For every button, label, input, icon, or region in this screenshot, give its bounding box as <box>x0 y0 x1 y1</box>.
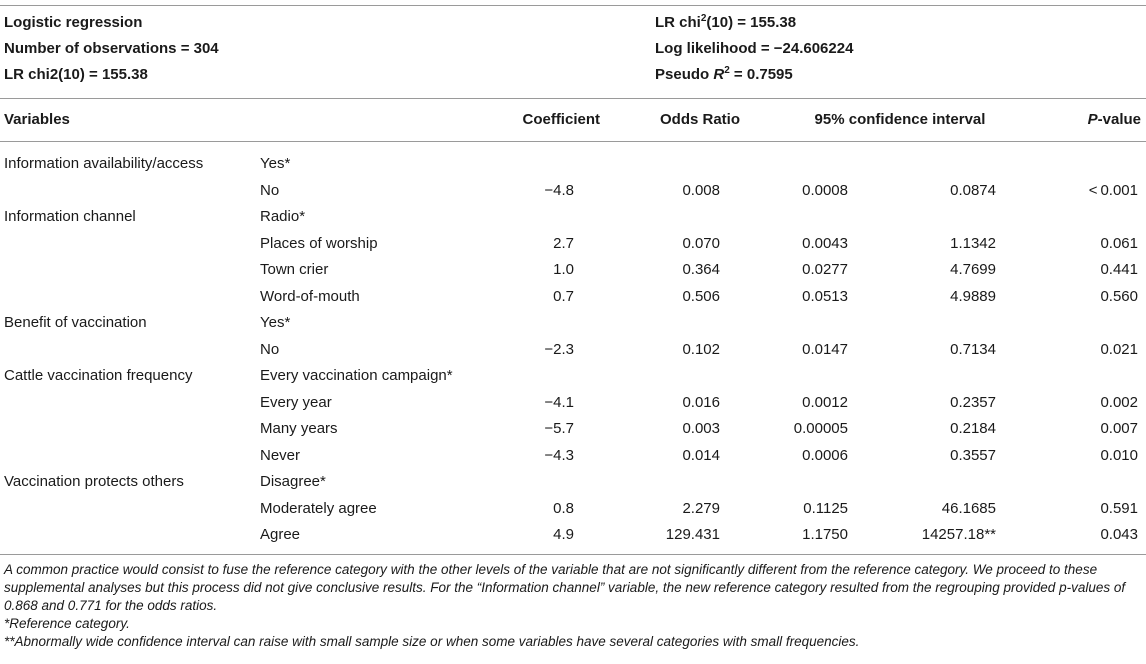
cell-coefficient: 0.8 <box>553 499 574 517</box>
bottom-rule <box>0 554 1146 555</box>
footnote-wide-ci: **Abnormally wide confidence interval can raise with small sample size or when some variables have several categories with small frequencies. <box>4 634 860 649</box>
cell-variable: Vaccination protects others <box>4 473 184 490</box>
cell-coefficient: −4.3 <box>544 446 574 464</box>
cell-ci-lower: 0.0006 <box>802 446 848 464</box>
cell-ci-lower: 0.0513 <box>802 287 848 305</box>
col-header-p-value: P-value <box>1087 111 1141 128</box>
cell-ci-upper: 0.7134 <box>950 340 996 358</box>
cell-ci-upper: 14257.18** <box>921 526 996 543</box>
cell-level: Every year <box>260 393 332 411</box>
cell-level: Every vaccination campaign* <box>260 367 453 384</box>
cell-level: Disagree* <box>260 473 326 490</box>
top-rule <box>0 5 1146 6</box>
col-header-coefficient: Coefficient <box>522 111 600 128</box>
cell-coefficient: −5.7 <box>544 420 574 437</box>
cell-odds-ratio: 129.431 <box>665 526 720 543</box>
column-header-rule <box>0 141 1146 142</box>
cell-ci-lower: 0.0043 <box>802 234 848 252</box>
cell-variable: Information availability/access <box>4 155 204 172</box>
table-footnotes <box>4 561 1142 651</box>
cell-odds-ratio: 0.016 <box>682 393 720 411</box>
cell-odds-ratio: 2.279 <box>682 499 720 517</box>
col-header-odds-ratio: Odds Ratio <box>659 111 740 128</box>
cell-p-value: 0.061 <box>1100 234 1138 252</box>
cell-odds-ratio: 0.070 <box>682 234 720 252</box>
cell-ci-upper: 0.3557 <box>950 446 996 464</box>
footnote-main: A common practice would consist to fuse the reference category with the other levels of the variable that are not significantly different from the reference category. We proceed to these supplemental analyses but this process did not give conclusive results. For the “Information channel” variable, the new reference category resulted from the regrouping provided p-values of 0.868 and 0.771 for the odds ratios. <box>4 562 1126 613</box>
cell-p-value: 0.560 <box>1100 287 1138 305</box>
cell-level: Yes* <box>260 155 291 172</box>
cell-ci-upper: 0.0874 <box>950 181 996 199</box>
cell-coefficient: −4.1 <box>544 393 574 411</box>
cell-coefficient: 4.9 <box>553 526 574 543</box>
cell-level: Many years <box>260 420 338 437</box>
cell-coefficient: 0.7 <box>553 287 574 305</box>
cell-level: Never <box>260 446 301 464</box>
col-header-confidence-interval: 95% confidence interval <box>814 111 986 128</box>
header-lr-chi2-left: LR chi2(10) = 155.38 <box>4 66 148 83</box>
cell-ci-upper: 0.2357 <box>950 393 996 411</box>
cell-variable: Cattle vaccination frequency <box>4 367 193 384</box>
cell-level: Yes* <box>260 314 291 331</box>
cell-ci-lower: 1.1750 <box>802 526 848 543</box>
cell-p-value: 0.007 <box>1100 420 1138 437</box>
header-pseudo-r2: Pseudo $R^2 = 0.7595$ <box>655 65 793 83</box>
cell-p-value: < 0.001 <box>1088 181 1138 199</box>
cell-level: Places of worship <box>260 234 378 252</box>
cell-level: No <box>260 340 280 358</box>
cell-p-value: 0.043 <box>1100 526 1138 543</box>
cell-level: Town crier <box>260 261 329 278</box>
cell-ci-upper: 4.9889 <box>950 287 996 305</box>
cell-odds-ratio: 0.102 <box>682 340 720 358</box>
cell-ci-upper: 0.2184 <box>950 420 996 437</box>
cell-level: No <box>260 181 280 199</box>
header-rule <box>0 98 1146 99</box>
cell-ci-upper: 4.7699 <box>950 261 996 278</box>
cell-level: Word-of-mouth <box>260 287 360 305</box>
cell-coefficient: −4.8 <box>544 181 574 199</box>
cell-p-value: 0.441 <box>1100 261 1138 278</box>
footnote-reference: *Reference category. <box>4 616 130 631</box>
header-log-likelihood: Log likelihood = −24.606224 <box>655 40 854 57</box>
header-lr-chi2-right: LR chi$^2$(10) = 155.38 <box>655 13 797 31</box>
cell-p-value: 0.591 <box>1100 499 1138 517</box>
cell-coefficient: −2.3 <box>544 340 574 358</box>
cell-p-value: 0.002 <box>1100 393 1138 411</box>
cell-odds-ratio: 0.364 <box>682 261 720 278</box>
cell-ci-lower: 0.0277 <box>802 261 848 278</box>
header-observations: Number of observations = 304 <box>4 40 219 57</box>
cell-p-value: 0.021 <box>1100 340 1138 358</box>
cell-coefficient: 1.0 <box>553 261 574 278</box>
cell-ci-upper: 1.1342 <box>950 234 996 252</box>
cell-odds-ratio: 0.003 <box>682 420 720 437</box>
cell-odds-ratio: 0.008 <box>682 181 720 199</box>
cell-ci-lower: 0.00005 <box>793 420 848 437</box>
cell-ci-lower: 0.1125 <box>803 499 848 517</box>
cell-ci-upper: 46.1685 <box>941 499 996 517</box>
cell-level: Agree <box>260 526 301 543</box>
cell-odds-ratio: 0.014 <box>682 446 720 464</box>
cell-level: Moderately agree <box>260 499 377 517</box>
cell-ci-lower: 0.0008 <box>802 181 848 199</box>
cell-p-value: 0.010 <box>1100 446 1138 464</box>
cell-odds-ratio: 0.506 <box>682 287 720 305</box>
header-model-type: Logistic regression <box>4 14 143 31</box>
cell-ci-lower: 0.0147 <box>802 340 848 358</box>
cell-ci-lower: 0.0012 <box>802 393 848 411</box>
cell-coefficient: 2.7 <box>553 234 574 252</box>
cell-level: Radio* <box>260 208 306 225</box>
cell-variable: Information channel <box>4 208 136 225</box>
col-header-variables: Variables <box>4 111 70 128</box>
cell-variable: Benefit of vaccination <box>4 314 147 331</box>
